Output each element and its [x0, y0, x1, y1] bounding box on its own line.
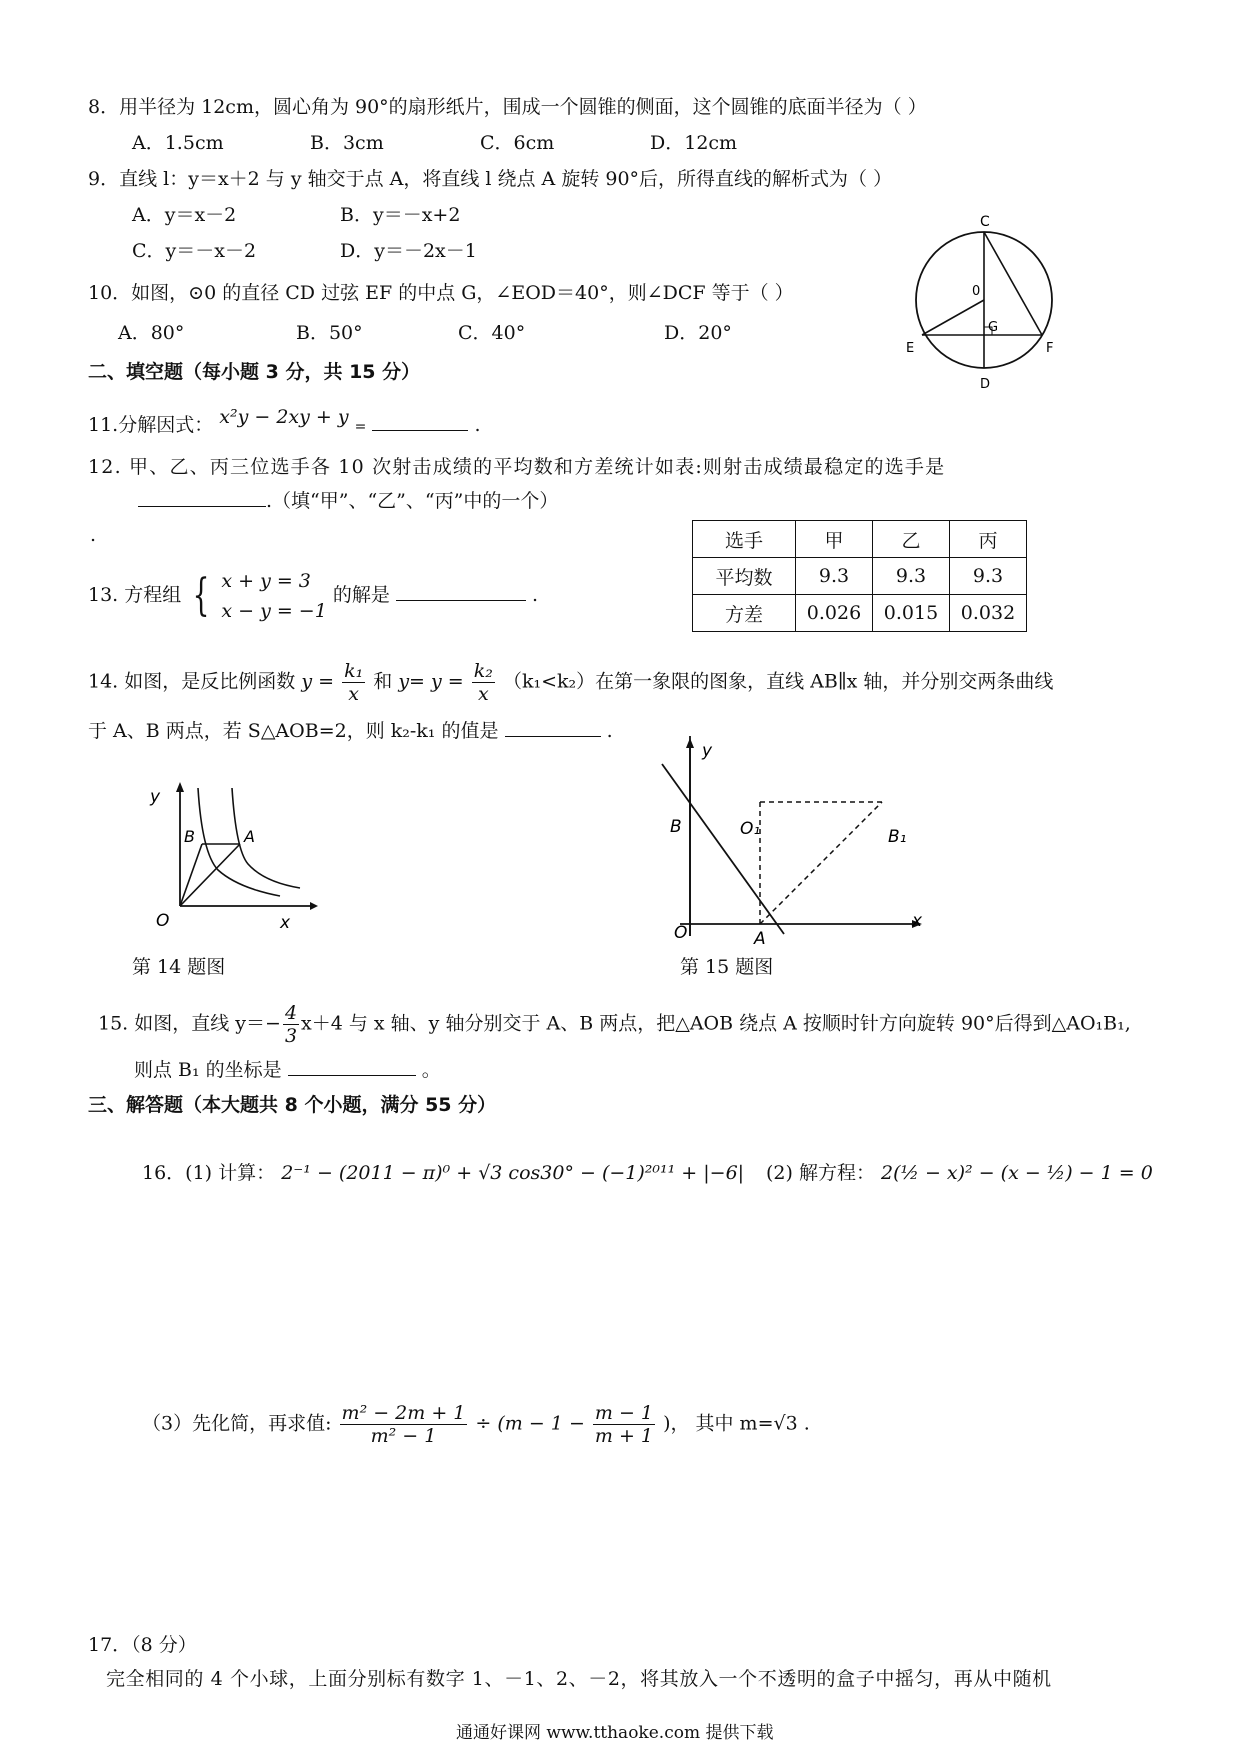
- q16-part3-fraction-1: [340, 1402, 468, 1447]
- segment-oe: [922, 300, 984, 335]
- q14-fraction-1: [342, 660, 365, 705]
- q13: [88, 566, 538, 626]
- table-cell: 方差: [693, 595, 796, 632]
- q14-line1-rest: （k₁<k₂）在第一象限的图象，直线 AB∥x 轴，并分别交两条曲线: [502, 670, 1054, 693]
- table-cell: 9.3: [796, 558, 873, 595]
- q15-line2: [134, 1055, 441, 1082]
- q10-circle-figure: [900, 210, 1080, 400]
- fig14-label-y: y: [150, 787, 161, 807]
- fig15-caption: 第 15 题图: [680, 956, 774, 978]
- arrow-up-icon: [176, 782, 184, 792]
- table-cell: 0.032: [950, 595, 1027, 632]
- q12-line2-text: .（填“甲”、“乙”、“丙”中的一个）: [266, 490, 559, 512]
- q14-y-eq: y=: [398, 670, 425, 693]
- table-row: [693, 521, 1027, 558]
- q13-system: [221, 566, 326, 626]
- q14-f2-num: k₂: [473, 660, 493, 682]
- q9-option-c: C．y＝－x－2: [132, 240, 257, 262]
- q13-answer-blank[interactable]: [396, 582, 526, 601]
- q13-suffix-before: 的解是: [332, 584, 390, 606]
- q16-part3: [142, 1402, 810, 1447]
- q14-f2-den: x: [477, 683, 489, 705]
- q9-option-d: D．y＝－2x－1: [340, 240, 477, 262]
- table-cell: 0.015: [873, 595, 950, 632]
- q15-fraction: [283, 1002, 299, 1047]
- q14-f1-num: k₁: [344, 660, 364, 682]
- q16-part3-end: )， 其中 m=√3 .: [663, 1412, 810, 1435]
- fig14-segment-oa: [180, 844, 240, 906]
- fig15-label-y: y: [702, 741, 713, 761]
- q15-line1: [98, 1002, 1131, 1047]
- q10-stem: 10．如图，⊙0 的直径 CD 过弦 EF 的中点 G，∠EOD＝40°，则∠DCF 等于（ ）: [88, 282, 794, 304]
- table-cell: 9.3: [950, 558, 1027, 595]
- q16-part3-mid: ÷ (m − 1 −: [475, 1412, 585, 1435]
- arrow-right-icon: [310, 902, 318, 910]
- q14-fraction-2: [472, 660, 495, 705]
- q14-line2-text: 于 A、B 两点，若 S△AOB=2，则 k₂-k₁ 的值是: [88, 720, 499, 742]
- q15-rest: x＋4 与 x 轴、y 轴分别交于 A、B 两点，把△AOB 绕点 A 按顺时针方向旋转 90°后得到△AO₁B₁,: [301, 1012, 1131, 1035]
- q12-line1: 12. 甲、乙、丙三位选手各 10 次射击成绩的平均数和方差统计如表:则射击成绩最稳定的选手是: [88, 456, 946, 478]
- label-o: 0: [972, 284, 981, 299]
- q15-prefix: 15. 如图，直线 y＝−: [98, 1012, 281, 1035]
- q8-option-d: D．12cm: [650, 132, 738, 154]
- q16-part2-expr: 2(½ − x)² − (x − ½) − 1 = 0: [881, 1162, 1153, 1184]
- fig14-label-o: O: [156, 911, 170, 928]
- fig15-label-b1: B₁: [888, 827, 907, 847]
- table-header-cell: 甲: [796, 521, 873, 558]
- q16-part3-num2: m − 1: [594, 1402, 654, 1424]
- table-header-cell: 丙: [950, 521, 1027, 558]
- fig15-line-ab: [662, 764, 784, 934]
- q16-part3-label: （3）先化简，再求值:: [142, 1412, 332, 1435]
- q11-eq: =: [354, 419, 367, 435]
- fig15: [650, 736, 940, 948]
- q8-stem: 8．用半径为 12cm，圆心角为 90°的扇形纸片，围成一个圆锥的侧面，这个圆锥的底面半径为（ ）: [88, 96, 927, 118]
- fig14-curve-k2: [232, 788, 300, 888]
- q10-option-c: C．40°: [458, 322, 526, 344]
- arrow-up-icon: [686, 738, 694, 748]
- q11-prefix: 11.分解因式：: [88, 414, 214, 436]
- fig15-label-a: A: [754, 929, 766, 948]
- q13-eq1: x + y = 3: [221, 570, 311, 592]
- q14-answer-blank[interactable]: [505, 718, 601, 737]
- q12-line2: [138, 486, 558, 513]
- stats-table: [692, 520, 1027, 632]
- q12-dot: .: [90, 524, 97, 546]
- section-3-title: 三、解答题（本大题共 8 个小题，满分 55 分）: [88, 1094, 497, 1116]
- table-cell: 0.026: [796, 595, 873, 632]
- fig14: [140, 778, 320, 928]
- label-f: F: [1046, 341, 1054, 356]
- q16-part3-den: m² − 1: [370, 1425, 437, 1447]
- fig15-label-o1: O₁: [740, 819, 761, 839]
- q17-label: 17．（8 分）: [88, 1634, 197, 1656]
- q16-part2-label: (2) 解方程：: [766, 1162, 875, 1184]
- q16-part3-den2: m + 1: [594, 1425, 654, 1447]
- q11-expr: x²y − 2xy + y: [219, 406, 349, 428]
- q8-option-b: B．3cm: [310, 132, 384, 154]
- table-row: [693, 595, 1027, 632]
- q14-line1: [88, 660, 1053, 705]
- q14-f1-lhs: y =: [301, 670, 335, 693]
- label-e: E: [906, 341, 915, 356]
- table-cell: 9.3: [873, 558, 950, 595]
- q16-part1-label: 16．(1) 计算：: [142, 1162, 276, 1184]
- q14-line2: [88, 716, 613, 743]
- q9-option-a: A．y＝x－2: [132, 204, 237, 226]
- label-c: C: [980, 214, 990, 230]
- q9-option-b: B．y＝－x+2: [340, 204, 461, 226]
- q13-eq2: x − y = −1: [221, 600, 327, 622]
- q16-part2: [766, 1158, 1153, 1185]
- fig15-label-b: B: [670, 817, 682, 837]
- q14-f2-lhs: y =: [431, 670, 464, 693]
- q16-part1-expr: 2⁻¹ − (2011 − π)⁰ + √3 cos30° − (−1)²⁰¹¹ + |−6|: [281, 1162, 745, 1184]
- fig14-label-b: B: [184, 827, 195, 846]
- fig14-label-x: x: [280, 913, 291, 928]
- q16-part1: [142, 1158, 744, 1185]
- q13-prefix: 13. 方程组: [88, 584, 182, 606]
- q8-option-a: A．1.5cm: [132, 132, 224, 154]
- q15-line2-end: 。: [421, 1059, 441, 1081]
- q11: [88, 406, 481, 437]
- q11-answer-blank[interactable]: [372, 412, 468, 431]
- q14-f1-den: x: [348, 683, 359, 705]
- q13-suffix: .: [531, 584, 539, 606]
- q14-prefix: 14. 如图，是反比例函数: [88, 670, 296, 693]
- footer: 通通好课网 www.tthaoke.com 提供下载: [456, 1723, 774, 1743]
- table-cell: 平均数: [693, 558, 796, 595]
- q15-frac-den: 3: [284, 1025, 298, 1047]
- table-header-cell: 乙: [873, 521, 950, 558]
- q15-answer-blank[interactable]: [288, 1057, 416, 1076]
- table-header-cell: 选手: [693, 521, 796, 558]
- brace-icon: {: [192, 570, 210, 621]
- q14-and: 和: [373, 670, 393, 693]
- q16-part3-num: m² − 2m + 1: [341, 1402, 466, 1424]
- section-2-title: 二、填空题（每小题 3 分，共 15 分）: [88, 361, 421, 383]
- q9-stem: 9．直线 l：y＝x＋2 与 y 轴交于点 A，将直线 l 绕点 A 旋转 90°后，所得直线的解析式为（ ）: [88, 168, 893, 190]
- fig15-label-o: O: [674, 923, 688, 943]
- q15-line2-text: 则点 B₁ 的坐标是: [134, 1059, 282, 1081]
- table-row: [693, 558, 1027, 595]
- fig15-label-x: x: [912, 911, 923, 931]
- fig14-segment-ob: [180, 844, 202, 906]
- q17-line1: 完全相同的 4 个小球，上面分别标有数字 1、－1、2、－2，将其放入一个不透明的盒子中摇匀，再从中随机: [106, 1668, 1052, 1690]
- fig14-label-a: A: [244, 827, 255, 846]
- q10-option-a: A．80°: [118, 322, 185, 344]
- q10-option-b: B．50°: [296, 322, 363, 344]
- q10-option-d: D．20°: [664, 322, 732, 344]
- fig15-segment-ab1: [760, 802, 882, 924]
- q11-suffix: .: [474, 414, 481, 436]
- q12-answer-blank[interactable]: [138, 488, 266, 507]
- q14-line2-end: .: [606, 720, 613, 742]
- label-g: G: [988, 320, 999, 335]
- fig14-caption: 第 14 题图: [132, 956, 226, 978]
- q8-option-c: C．6cm: [480, 132, 555, 154]
- q15-frac-num: 4: [284, 1002, 298, 1024]
- q16-part3-fraction-2: [593, 1402, 655, 1447]
- label-d: D: [980, 377, 991, 392]
